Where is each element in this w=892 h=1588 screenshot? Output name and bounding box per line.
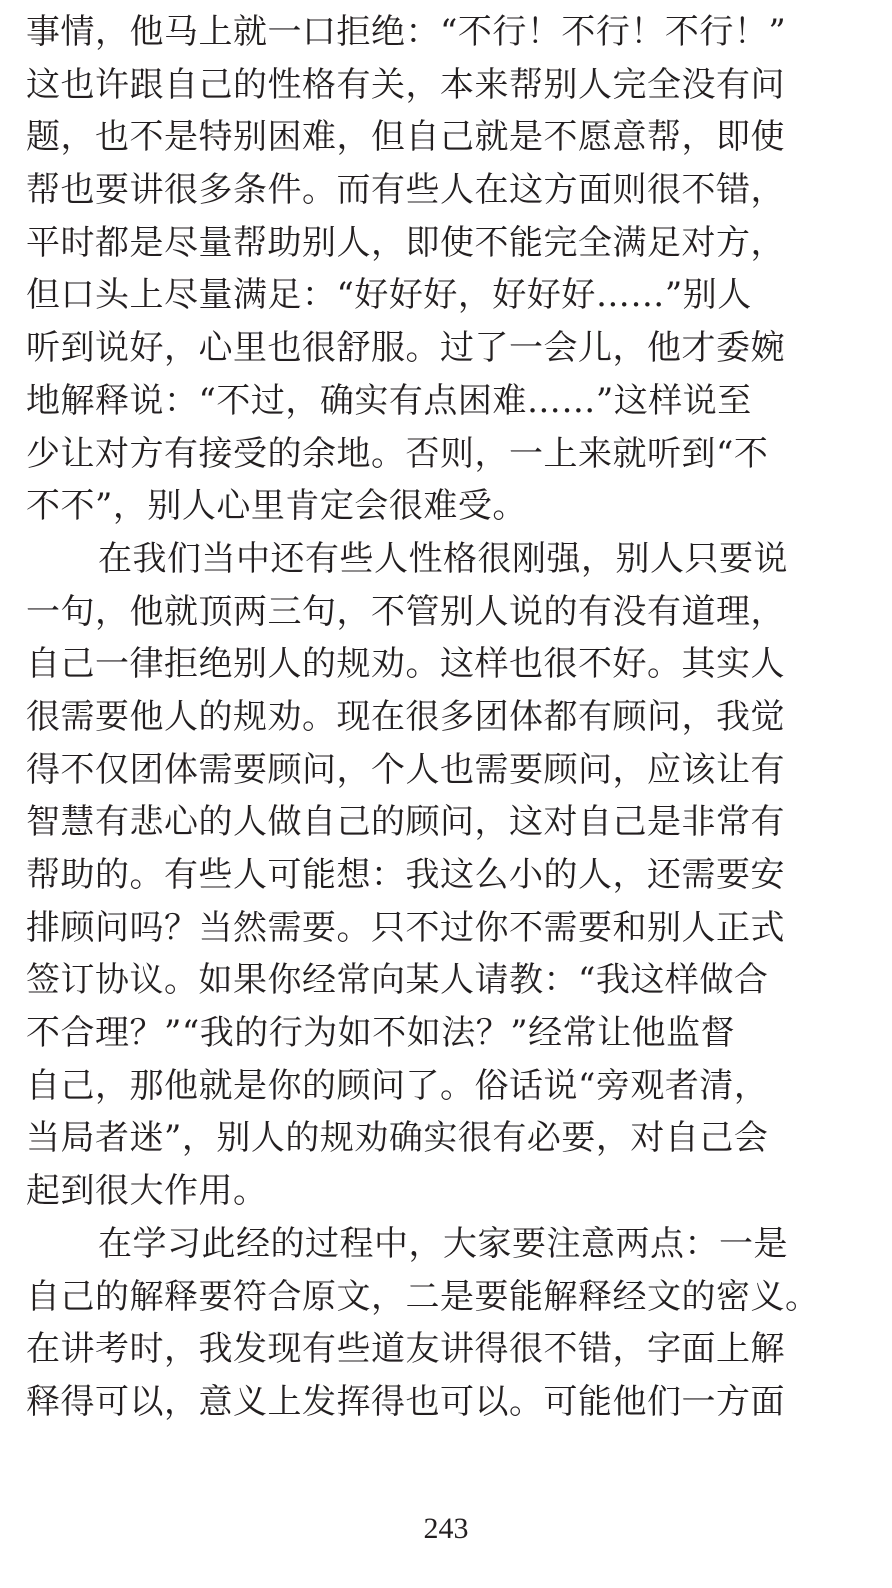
text-line: 一句，他就顶两三句，不管别人说的有没有道理， [26, 591, 785, 632]
text-line: 这也许跟自己的性格有关，本来帮别人完全没有问 [26, 64, 785, 105]
paragraph-first-line: 在我们当中还有些人性格很刚强，别人只要说 [98, 538, 788, 579]
text-line: 在讲考时，我发现有些道友讲得很不错，字面上解 [26, 1329, 785, 1370]
text-line: 自己，那他就是你的顾问了。俗话说“旁观者清， [26, 1065, 769, 1106]
text-line: 平时都是尽量帮助别人，即使不能完全满足对方， [26, 222, 785, 263]
paragraph-first-line: 在学习此经的过程中，大家要注意两点：一是 [98, 1223, 788, 1264]
text-line: 帮也要讲很多条件。而有些人在这方面则很不错， [26, 170, 785, 211]
text-line: 得不仅团体需要顾问，个人也需要顾问，应该让有 [26, 749, 785, 790]
text-line: 少让对方有接受的余地。否则，一上来就听到“不 [26, 433, 769, 474]
text-line: 很需要他人的规劝。现在很多团体都有顾问，我觉 [26, 696, 785, 737]
text-line: 不合理？”“我的行为如不如法？”经常让他监督 [26, 1013, 736, 1054]
text-line: 地解释说：“不过，确实有点困难……”这样说至 [26, 380, 752, 421]
text-line: 事情，他马上就一口拒绝：“不行！不行！不行！” [26, 12, 787, 52]
text-line: 释得可以，意义上发挥得也可以。可能他们一方面 [26, 1381, 785, 1422]
text-line: 但口头上尽量满足：“好好好，好好好……”别人 [26, 275, 752, 316]
text-line: 帮助的。有些人可能想：我这么小的人，还需要安 [26, 855, 785, 895]
text-line: 签订协议。如果你经常向某人请教：“我这样做合 [26, 960, 769, 1001]
text-line: 自己一律拒绝别人的规劝。这样也很不好。其实人 [26, 644, 785, 685]
text-line: 不不”，别人心里肯定会很难受。 [26, 486, 527, 527]
text-line: 智慧有悲心的人做自己的顾问，这对自己是非常有 [26, 802, 785, 843]
page-number: 243 [423, 1512, 469, 1545]
text-line: 题，也不是特别困难，但自己就是不愿意帮，即使 [26, 117, 785, 158]
text-line: 听到说好，心里也很舒服。过了一会儿，他才委婉 [26, 328, 785, 369]
text-line: 起到很大作用。 [26, 1171, 268, 1212]
text-line: 当局者迷”，别人的规劝确实很有必要，对自己会 [26, 1118, 769, 1159]
text-line: 排顾问吗？当然需要。只不过你不需要和别人正式 [26, 907, 785, 948]
body-text [26, 6, 868, 1429]
text-line: 自己的解释要符合原文，二是要能解释经文的密义。 [26, 1276, 820, 1317]
